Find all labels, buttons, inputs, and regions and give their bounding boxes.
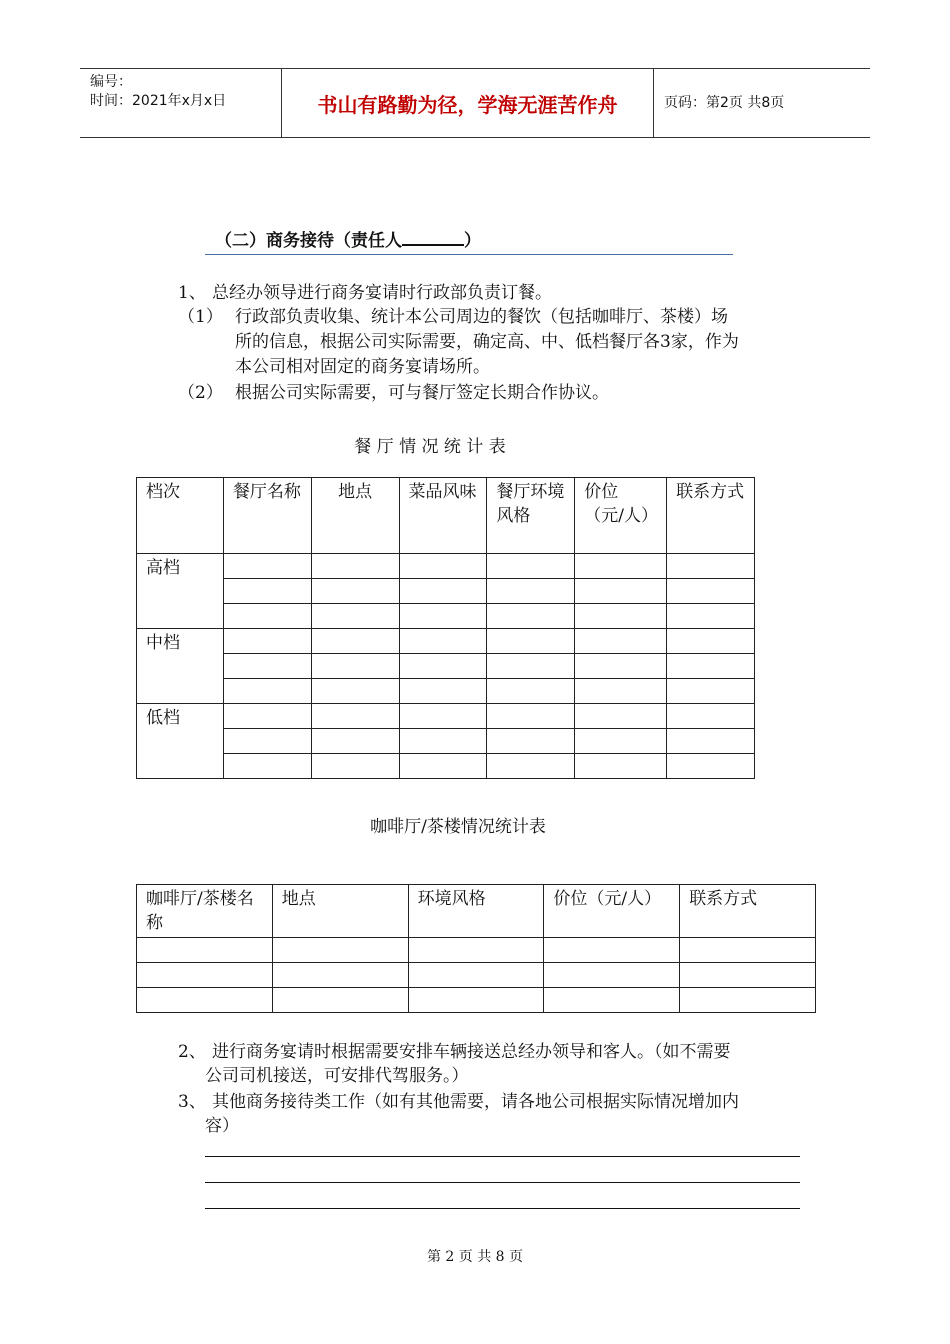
table-cell [544, 938, 680, 963]
header-cell: 地点 [311, 478, 399, 554]
table-cell [311, 679, 399, 704]
table-cell [399, 704, 487, 729]
subitem-1-line-2: 所的信息，根据公司实际需要，确定高、中、低档餐厅各3家，作为 [235, 332, 739, 352]
table-header-row [137, 478, 755, 554]
table-cell [487, 629, 575, 654]
table-cell [137, 963, 273, 988]
table-row [137, 654, 755, 679]
table-cell [575, 554, 667, 579]
table-row [137, 963, 816, 988]
table-cell [667, 554, 755, 579]
table-cell [223, 579, 311, 604]
header-cell: 联系方式 [680, 885, 816, 938]
table-cell [223, 654, 311, 679]
table-cell [399, 679, 487, 704]
table-cell [311, 754, 399, 779]
table-cell [399, 729, 487, 754]
subitem-2-text: 根据公司实际需要，可与餐厅签定长期合作协议。 [235, 383, 609, 403]
table-cell [487, 579, 575, 604]
table-cell [408, 938, 544, 963]
table-cell [667, 579, 755, 604]
table-cell [487, 704, 575, 729]
table-cell [399, 754, 487, 779]
fill-in-line [205, 1182, 800, 1183]
table-cell [223, 679, 311, 704]
table-cell [667, 679, 755, 704]
table-row [137, 988, 816, 1013]
fill-in-line [205, 1156, 800, 1157]
tier-cell: 低档 [137, 704, 224, 779]
header-cell: 餐厅环境风格 [487, 478, 575, 554]
table-row [137, 579, 755, 604]
header-page-label: 页码：第2页 共8页 [664, 94, 785, 111]
tier-cell: 中档 [137, 629, 224, 704]
table-cell [487, 654, 575, 679]
table-cell [680, 963, 816, 988]
table-cell [544, 963, 680, 988]
table-cell [487, 554, 575, 579]
item-2-number: 2、 [178, 1042, 206, 1062]
table-cell [137, 988, 273, 1013]
table-cell [223, 729, 311, 754]
table-cell [223, 604, 311, 629]
table-cell [487, 754, 575, 779]
cafe-teahouse-table [136, 884, 816, 1013]
table-cell [272, 988, 408, 1013]
table-cell [575, 729, 667, 754]
subitem-2-number: （2） [178, 383, 223, 403]
motto-text: 书山有路勤为径，学海无涯苦作舟 [317, 92, 618, 117]
header-cell: 环境风格 [408, 885, 544, 938]
table-cell [487, 729, 575, 754]
item-2-line-2: 公司司机接送，可安排代驾服务。） [205, 1066, 469, 1086]
table-cell [408, 963, 544, 988]
page-footer: 第 2 页 共 8 页 [426, 1249, 524, 1265]
table-cell [575, 604, 667, 629]
table-cell [311, 604, 399, 629]
header-cell: 档次 [137, 478, 224, 554]
header-motto-cell [282, 69, 654, 137]
table-cell [575, 654, 667, 679]
table-cell [272, 938, 408, 963]
section-rule [205, 254, 733, 255]
table-cell [272, 963, 408, 988]
table-cell [487, 604, 575, 629]
date-label: 时间：2021年x月x日 [90, 93, 227, 109]
table-cell [399, 604, 487, 629]
table-row [137, 729, 755, 754]
table-row [137, 754, 755, 779]
table-cell [137, 938, 273, 963]
header-cell: 咖啡厅/茶楼名称 [137, 885, 273, 938]
header-meta [80, 69, 282, 137]
subitem-1-number: （1） [178, 307, 223, 327]
item-2-line-1: 进行商务宴请时根据需要安排车辆接送总经办领导和客人。（如不需要 [212, 1042, 731, 1062]
header-page-cell [654, 69, 870, 137]
table-cell [408, 988, 544, 1013]
table-cell [223, 704, 311, 729]
table-cell [399, 579, 487, 604]
table-cell [223, 554, 311, 579]
header-cell: 餐厅名称 [223, 478, 311, 554]
fill-in-line [205, 1208, 800, 1209]
section-title [215, 226, 481, 251]
table-header-row [137, 885, 816, 938]
tier-cell: 高档 [137, 554, 224, 629]
table-row [137, 938, 816, 963]
subitem-1-line-3: 本公司相对固定的商务宴请场所。 [235, 357, 490, 377]
section-title-prefix: （二）商务接待（责任人 [215, 231, 402, 251]
table-row [137, 554, 755, 579]
table-cell [667, 704, 755, 729]
table-cell [544, 988, 680, 1013]
table-cell [667, 754, 755, 779]
table-cell [311, 729, 399, 754]
table-cell [311, 654, 399, 679]
item-3-line-2: 容） [205, 1116, 239, 1136]
subitem-1-line-1: 行政部负责收集、统计本公司周边的餐饮（包括咖啡厅、茶楼）场 [235, 307, 728, 327]
table-row [137, 704, 755, 729]
table-cell [311, 704, 399, 729]
doc-number-label: 编号： [90, 74, 132, 90]
table-2-caption: 咖啡厅/茶楼情况统计表 [370, 817, 546, 837]
table-cell [311, 579, 399, 604]
table-cell [680, 988, 816, 1013]
table-row [137, 679, 755, 704]
table-cell [487, 679, 575, 704]
responsible-person-blank [402, 230, 464, 246]
item-3-number: 3、 [178, 1092, 206, 1112]
table-cell [399, 554, 487, 579]
table-cell [311, 554, 399, 579]
table-cell [223, 629, 311, 654]
table-row [137, 604, 755, 629]
table-cell [223, 754, 311, 779]
table-cell [399, 629, 487, 654]
section-title-suffix: ） [464, 231, 481, 251]
table-cell [667, 654, 755, 679]
table-cell [575, 704, 667, 729]
table-cell [667, 729, 755, 754]
table-1-caption: 餐 厅 情 况 统 计 表 [354, 437, 506, 457]
header-cell: 价位（元/人） [575, 478, 667, 554]
item-1-number: 1、 [178, 283, 206, 303]
table-cell [667, 604, 755, 629]
header-cell: 菜品风味 [399, 478, 487, 554]
page-header [80, 68, 870, 138]
table-cell [575, 629, 667, 654]
table-row [137, 629, 755, 654]
table-cell [680, 938, 816, 963]
table-cell [575, 579, 667, 604]
item-3-line-1: 其他商务接待类工作（如有其他需要，请各地公司根据实际情况增加内 [212, 1092, 739, 1112]
item-1-text: 总经办领导进行商务宴请时行政部负责订餐。 [212, 283, 552, 303]
table-cell [575, 754, 667, 779]
restaurant-table [136, 477, 755, 779]
table-cell [311, 629, 399, 654]
table-cell [399, 654, 487, 679]
header-cell: 联系方式 [667, 478, 755, 554]
table-cell [575, 679, 667, 704]
header-cell: 价位（元/人） [544, 885, 680, 938]
header-cell: 地点 [272, 885, 408, 938]
table-cell [667, 629, 755, 654]
